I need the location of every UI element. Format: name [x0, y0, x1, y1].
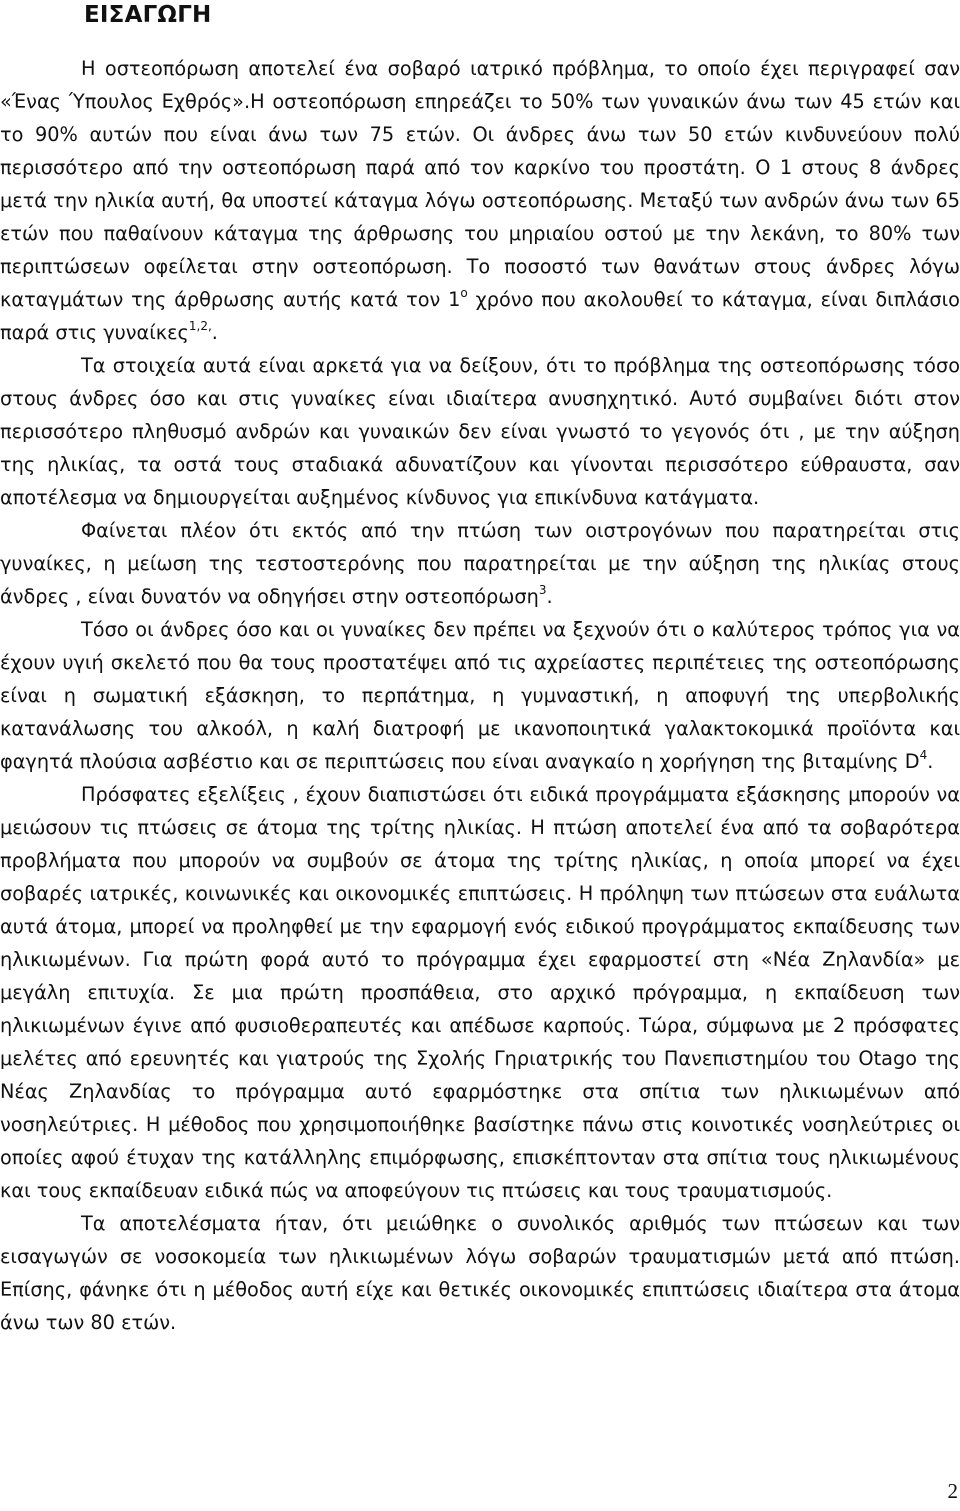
paragraph-results: [0, 1207, 960, 1339]
paragraph-falls-program: [0, 778, 960, 1207]
text-run: χρόνο που ακολουθεί το κάταγμα, είναι διπλάσιο παρά στις γυναίκες: [0, 288, 960, 344]
text-run: Τα αποτελέσματα ήταν, ότι μειώθηκε ο συνολικός αριθμός των πτώσεων και των εισαγωγών σε νοσοκομεία των ηλικιωμένων λόγω σοβαρών τραυματισμών μετά από πτώση. Επίσης, φάνηκε ότι η μέθοδος αυτή είχε και θετικές οικονομικές επιπτώσεις ιδιαίτερα στα άτομα άνω των 80 ετών.: [0, 1212, 960, 1334]
page-title: ΕΙΣΑΓΩΓΗ: [84, 2, 212, 28]
superscript: ο: [460, 286, 468, 300]
document-body: [0, 52, 960, 1339]
paragraph-prevention: [0, 613, 960, 778]
text-run: .: [546, 585, 553, 608]
text-run: Τα στοιχεία αυτά είναι αρκετά για να δείξουν, ότι το πρόβλημα της οστεοπόρωσης τόσο στους άνδρες όσο και στις γυναίκες είναι ιδιαίτερα ανυσηχητικό. Αυτό συμβαίνει διότι στον περισσότερο πληθυσμό ανδρών και γυναικών δεν είναι γνωστό το γεγονός ότι , με την αύξηση της ηλικίας, τα οστά τους σταδιακά αδυνατίζουν και γίνονται περισσότερο εύθραυστα, σαν αποτέλεσμα να δημιουργείται αυξημένος κίνδυνος για επικίνδυνα κατάγματα.: [0, 354, 960, 509]
text-run: .: [211, 321, 218, 344]
text-run: Φαίνεται πλέον ότι εκτός από την πτώση των οιστρογόνων που παρατηρείται στις γυναίκες, η μείωση της τεστοστερόνης που παρατηρείται με την αύξηση της ηλικίας στους άνδρες , είναι δυνατόν να οδηγήσει στην οστεοπόρωση: [0, 519, 960, 608]
footnote-ref: 3: [538, 583, 547, 597]
text-run: Πρόσφατες εξελίξεις , έχουν διαπιστώσει ότι ειδικά προγράμματα εξάσκησης μπορούν να μειώσουν τις πτώσεις σε άτομα της τρίτης ηλικίας. Η πτώση αποτελεί ένα από τα σοβαρότερα προβλήματα που μπορούν να συμβούν σε άτομα της τρίτης ηλικίας, η οποία μπορεί να έχει σοβαρές ιατρικές, κοινωνικές και οικονομικές επιπτώσεις. Η πρόληψη των πτώσεων στα ευάλωτα αυτά άτομα, μπορεί να προληφθεί με την εφαρμογή ενός ειδικού προγράμματος εκπαίδευσης των ηλικιωμένων. Για πρώτη φορά αυτό το πρόγραμμα έχει εφαρμοστεί στη «Νέα Ζηλανδία» με μεγάλη επιτυχία. Σε μια πρώτη προσπάθεια, στο αρχικό πρόγραμμα, η εκπαίδευση των ηλικιωμένων έγινε από φυσιοθεραπευτές και απέδωσε καρπούς. Τώρα, σύμφωνα με 2 πρόσφατες μελέτες από ερευνητές και γιατρούς της Σχολής Γηριατρικής του Πανεπιστημίου του Otago της Νέας Ζηλανδίας το πρόγραμμα αυτό εφαρμόστηκε στα σπίτια των ηλικιωμένων από νοσηλεύτριες. Η μέθοδος που χρησιμοποιήθηκε βασίστηκε πάνω στις κοινοτικές νοσηλεύτριες οι οποίες αφού έτυχαν της κατάλληλης επιμόρφωσης, επισκέπτονταν στα σπίτια τους ηλικιωμένους και τους εκπαίδευαν ειδικά πώς να αποφεύγουν τις πτώσεις και τους τραυματισμούς.: [0, 783, 960, 1202]
text-run: .: [927, 750, 934, 773]
paragraph-intro: [0, 52, 960, 349]
text-run: Τόσο οι άνδρες όσο και οι γυναίκες δεν πρέπει να ξεχνούν ότι ο καλύτερος τρόπος για να έχουν υγιή σκελετό που θα τους προστατέψει από τις αχρείαστες περιπέτειες της οστεοπόρωσης είναι η σωματική εξάσκηση, το περπάτημα, η γυμναστική, η αποφυγή της υπερβολικής κατανάλωσης του αλκοόλ, η καλή διατροφή με ικανοποιητικά γαλακτοκομικά προϊόντα και φαγητά πλούσια ασβέστιο και σε περιπτώσεις που είναι αναγκαίο η χορήγηση της βιταμίνης D: [0, 618, 960, 773]
page-number: 2: [947, 1479, 958, 1503]
paragraph-testosterone: [0, 514, 960, 613]
paragraph-awareness: [0, 349, 960, 514]
footnote-ref: 4: [919, 748, 928, 762]
text-run: Η οστεοπόρωση αποτελεί ένα σοβαρό ιατρικό πρόβλημα, το οποίο έχει περιγραφεί σαν «Ένας Ύπουλος Εχθρός».Η οστεοπόρωση επηρεάζει το 50% των γυναικών άνω των 45 ετών και το 90% αυτών που είναι άνω των 75 ετών. Οι άνδρες άνω των 50 ετών κινδυνεύουν πολύ περισσότερο από την οστεοπόρωση παρά από τον καρκίνο του προστάτη. Ο 1 στους 8 άνδρες μετά την ηλικία αυτή, θα υποστεί κάταγμα λόγω οστεοπόρωσης. Μεταξύ των ανδρών άνω των 65 ετών που παθαίνουν κάταγμα της άρθρωσης του μηριαίου οστού με την λεκάνη, το 80% των περιπτώσεων οφείλεται στην οστεοπόρωση. Το ποσοστό των θανάτων στους άνδρες λόγω καταγμάτων της άρθρωσης αυτής κατά τον 1: [0, 57, 960, 311]
footnote-ref: 1,2,: [188, 319, 212, 333]
